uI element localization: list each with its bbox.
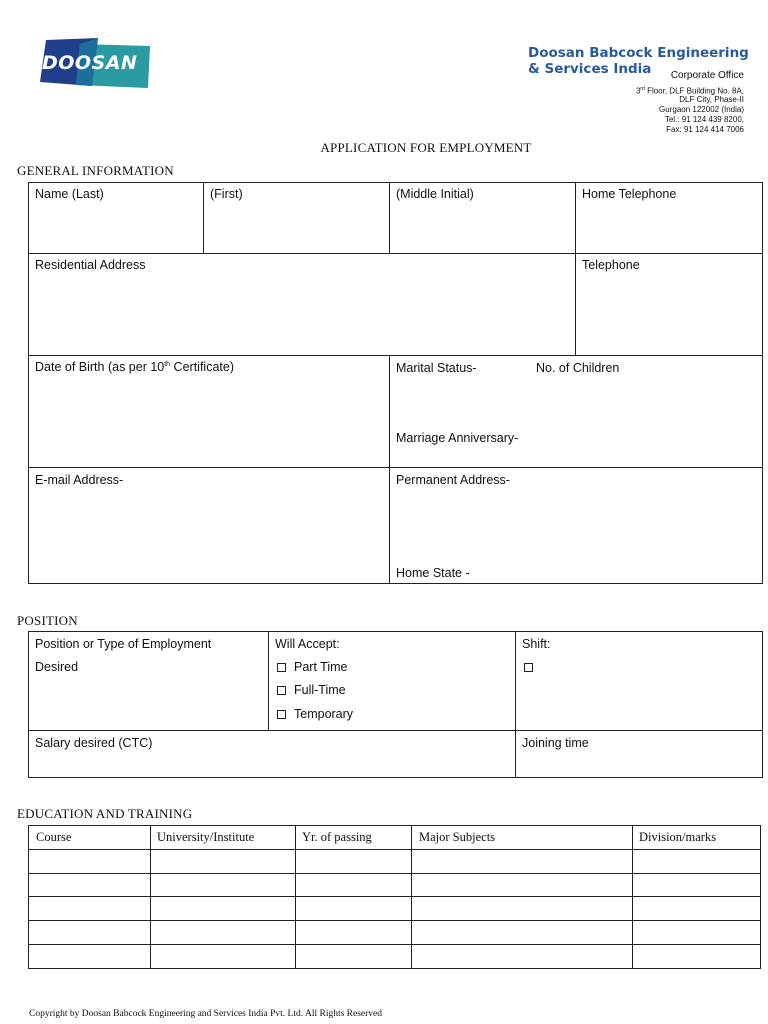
home-telephone-field[interactable]: Home Telephone [582, 187, 677, 201]
marital-status-field[interactable]: Marital Status- [396, 361, 477, 375]
position-table [28, 631, 763, 778]
position-desired-label-line2: Desired [35, 660, 79, 674]
checkbox-icon[interactable] [277, 710, 286, 719]
full-time-checkbox[interactable]: Full-Time [277, 683, 346, 697]
position-heading: POSITION [17, 613, 78, 628]
position-desired-label[interactable]: Position or Type of Employment [35, 637, 212, 651]
salary-desired-field[interactable]: Salary desired (CTC) [35, 736, 153, 750]
telephone-line: Tel.: 91 124 439 8200, [664, 115, 744, 124]
home-state-field[interactable]: Home State - [396, 566, 470, 580]
education-heading: EDUCATION AND TRAINING [17, 806, 193, 821]
temporary-checkbox[interactable]: Temporary [277, 707, 353, 721]
corporate-office-label: Corporate Office [670, 70, 744, 81]
education-table [28, 825, 761, 969]
date-of-birth-field[interactable]: Date of Birth (as per 10th Certificate) [35, 360, 234, 374]
shift-label: Shift: [522, 637, 551, 651]
name-first-field[interactable]: (First) [210, 187, 243, 201]
copyright-footer: Copyright by Doosan Babcock Engineering and Services India Pvt. Ltd. All Rights Reserved [29, 1009, 383, 1019]
column-header-major-subjects: Major Subjects [419, 830, 496, 844]
marriage-anniversary-field[interactable]: Marriage Anniversary- [396, 431, 519, 445]
address-line1: 3rd Floor, DLF Building No. 8A, [635, 86, 744, 96]
column-header-course: Course [36, 830, 72, 844]
column-header-year: Yr. of passing [302, 830, 372, 844]
joining-time-field[interactable]: Joining time [522, 736, 589, 750]
middle-initial-field[interactable]: (Middle Initial) [396, 187, 474, 201]
residential-address-field[interactable]: Residential Address [35, 258, 146, 272]
form-title: APPLICATION FOR EMPLOYMENT [320, 140, 532, 155]
fax-line: Fax: 91 124 414 7006 [666, 125, 744, 134]
company-name-line2: & Services India [528, 61, 652, 77]
general-information-table [28, 182, 763, 584]
logo-text: DOOSAN [42, 52, 138, 74]
telephone-field[interactable]: Telephone [582, 258, 640, 272]
name-last-field[interactable]: Name (Last) [35, 187, 104, 201]
checkbox-icon[interactable] [277, 663, 286, 672]
address-line3: Gurgaon 122002 (India) [659, 105, 744, 114]
company-name-line1: Doosan Babcock Engineering [528, 45, 749, 61]
permanent-address-field[interactable]: Permanent Address- [396, 473, 510, 487]
checkbox-icon[interactable] [277, 686, 286, 695]
checkbox-icon[interactable] [524, 663, 533, 672]
column-header-university: University/Institute [157, 830, 255, 844]
column-header-division: Division/marks [639, 830, 717, 844]
general-information-heading: GENERAL INFORMATION [17, 163, 174, 178]
shift-checkbox[interactable] [524, 660, 541, 674]
will-accept-label: Will Accept: [275, 637, 340, 651]
email-address-field[interactable]: E-mail Address- [35, 473, 124, 487]
no-of-children-field[interactable]: No. of Children [536, 361, 620, 375]
part-time-checkbox[interactable]: Part Time [277, 660, 348, 674]
address-line2: DLF City, Phase-II [679, 95, 744, 104]
